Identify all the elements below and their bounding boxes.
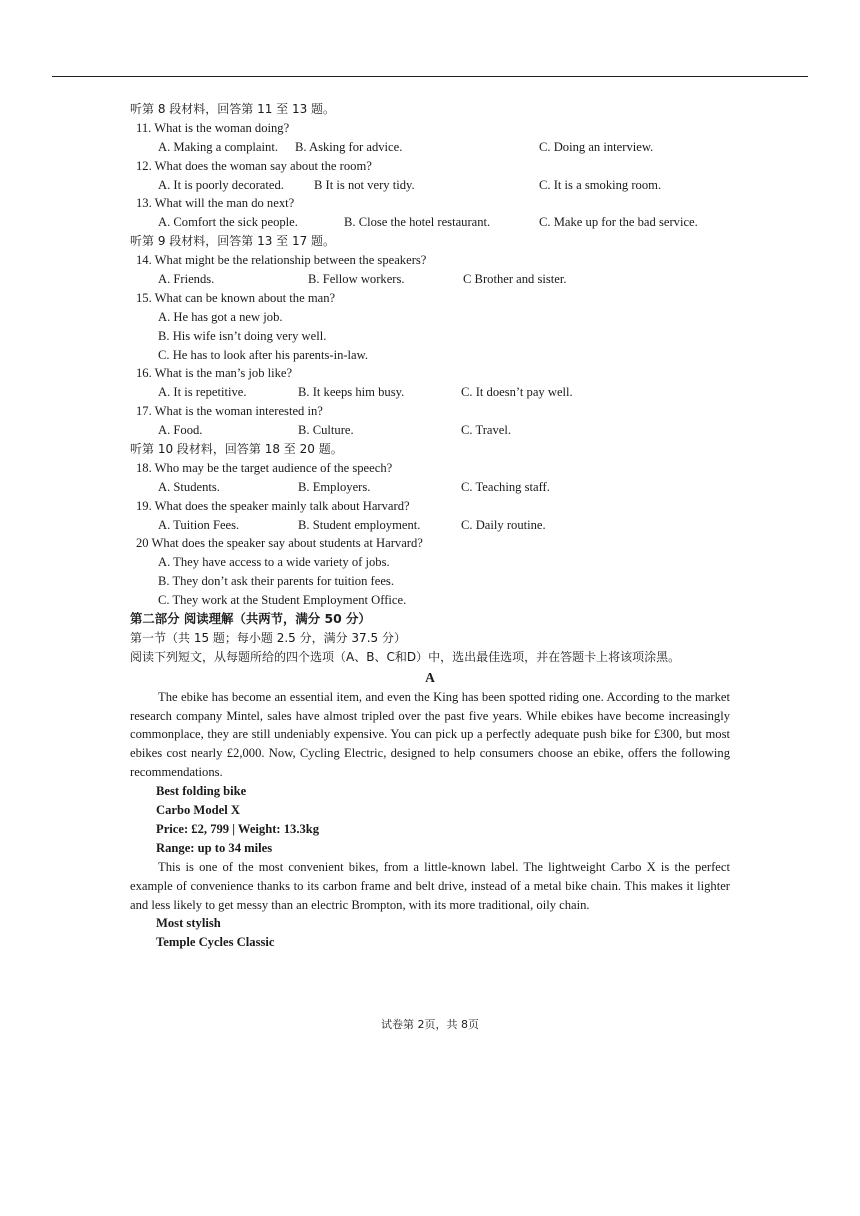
- question-15-option-a: A. He has got a new job.: [158, 309, 283, 324]
- option-b: B. Student employment.: [298, 517, 421, 532]
- question-20-option-c: C. They work at the Student Employment Office.: [158, 593, 407, 608]
- question-15-option-c: C. He has to look after his parents-in-law.: [158, 347, 369, 362]
- option-c: C. Daily routine.: [461, 517, 546, 532]
- option-b: B. Close the hotel restaurant.: [344, 215, 491, 230]
- option-b: B. It keeps him busy.: [298, 385, 405, 400]
- option-c: C. Make up for the bad service.: [539, 215, 698, 230]
- question-16: 16. What is the man’s job like?: [136, 366, 293, 381]
- question-12-options: [130, 176, 730, 195]
- option-a: A. Tuition Fees.: [158, 517, 240, 532]
- passage-paragraph-2: This is one of the most convenient bikes, from a little-known label. The lightweight Carbo X is the perfect example of convenience thanks to its carbon frame and belt drive, instead of a metal bike chain. This makes it lighter and less likely to get messy than an electric Brompton, with its more traditional, oily chain.: [130, 859, 730, 912]
- option-c: C. Travel.: [461, 423, 512, 438]
- part2-heading: 第二部分 阅读理解（共两节，满分 50 分）: [130, 611, 371, 627]
- option-c: C. Teaching staff.: [461, 479, 550, 494]
- question-16-options: [130, 383, 730, 402]
- option-a: A. Comfort the sick people.: [158, 215, 298, 230]
- question-12: 12. What does the woman say about the room?: [136, 158, 372, 173]
- option-a: A. Friends.: [158, 272, 215, 287]
- question-17: 17. What is the woman interested in?: [136, 404, 323, 419]
- reading-instructions: 阅读下列短文，从每题所给的四个选项（A、B、C和D）中，选出最佳选项，并在答题卡上将该项涂黑。: [130, 649, 681, 664]
- question-14-options: [130, 270, 730, 289]
- bike2-model: Temple Cycles Classic: [156, 935, 275, 950]
- exam-page-content: [130, 100, 730, 952]
- option-c: C. It is a smoking room.: [539, 177, 662, 192]
- option-b: B It is not very tidy.: [314, 177, 415, 192]
- section1-heading: 第一节（共 15 题；每小题 2.5 分，满分 37.5 分）: [130, 630, 406, 645]
- question-18-options: [130, 478, 730, 497]
- question-20-option-b: B. They don’t ask their parents for tuition fees.: [158, 574, 394, 589]
- option-a: A. Food.: [158, 423, 203, 438]
- option-c: C. Doing an interview.: [539, 139, 654, 154]
- question-15-option-b: B. His wife isn’t doing very well.: [158, 328, 327, 343]
- section8-heading: 听第 8 段材料，回答第 11 至 13 题。: [130, 102, 336, 116]
- question-14: 14. What might be the relationship between the speakers?: [136, 253, 427, 268]
- question-20-option-a: A. They have access to a wide variety of jobs.: [158, 555, 390, 570]
- option-c: C Brother and sister.: [463, 272, 567, 287]
- question-18: 18. Who may be the target audience of the speech?: [136, 460, 393, 475]
- section10-heading: 听第 10 段材料，回答第 18 至 20 题。: [130, 442, 343, 457]
- bike2-category: Most stylish: [156, 916, 221, 931]
- option-a: A. Students.: [158, 479, 220, 494]
- page-footer: 试卷第 2页，共 8页: [381, 1018, 479, 1031]
- header-rule: [52, 76, 808, 77]
- question-11-options: [130, 138, 730, 157]
- option-a: A. It is poorly decorated.: [158, 177, 284, 192]
- option-b: B. Fellow workers.: [308, 272, 405, 287]
- question-13: 13. What will the man do next?: [136, 196, 295, 211]
- question-15: 15. What can be known about the man?: [136, 290, 336, 305]
- option-b: B. Employers.: [298, 479, 371, 494]
- passage-title: A: [425, 669, 435, 685]
- bike1-category: Best folding bike: [156, 784, 247, 799]
- passage-paragraph-1: The ebike has become an essential item, and even the King has been spotted riding one. According to the market research company Mintel, sales have almost tripled over the past five years. While ebikes have become increasingly commonplace, they are still undeniably expensive. You can pick up a perfectly adequate push bike for £300, but most ebikes cost nearly £2,000. Now, Cycling Electric, designed to help consumers choose an ebike, offers the following recommendations.: [130, 689, 730, 780]
- section9-heading: 听第 9 段材料，回答第 13 至 17 题。: [130, 234, 336, 249]
- option-a: A. It is repetitive.: [158, 385, 247, 400]
- bike1-range: Range: up to 34 miles: [156, 840, 273, 855]
- bike1-price-weight: Price: £2, 799 | Weight: 13.3kg: [156, 821, 320, 836]
- question-13-options: [130, 213, 730, 232]
- question-20: 20 What does the speaker say about students at Harvard?: [136, 536, 423, 551]
- question-17-options: [130, 421, 730, 440]
- question-19-options: [130, 516, 730, 535]
- option-b: B. Culture.: [298, 423, 354, 438]
- option-c: C. It doesn’t pay well.: [461, 385, 573, 400]
- bike1-model: Carbo Model X: [156, 803, 240, 818]
- option-a: A. Making a complaint.: [158, 139, 278, 154]
- option-b: B. Asking for advice.: [295, 139, 403, 154]
- question-19: 19. What does the speaker mainly talk about Harvard?: [136, 498, 410, 513]
- question-11: 11. What is the woman doing?: [136, 120, 290, 135]
